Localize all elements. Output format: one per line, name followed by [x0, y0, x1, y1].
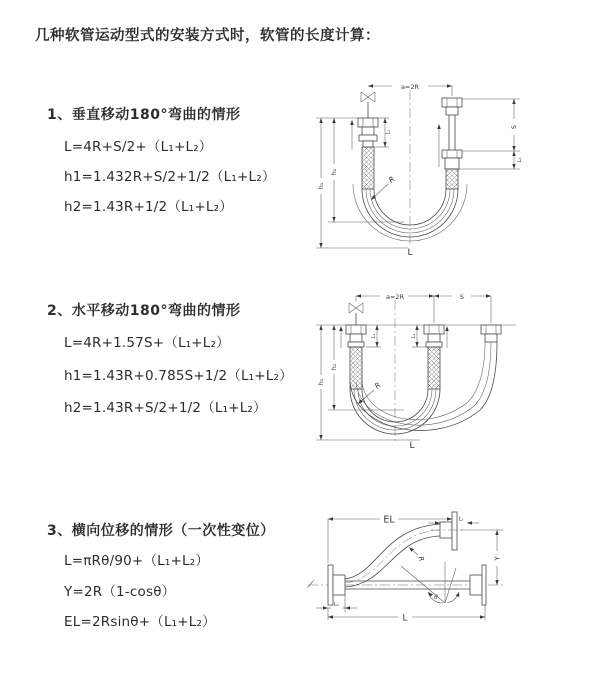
- right-fitting-lower: [442, 150, 462, 169]
- section-3-formula-L: L=πRθ/90+（L₁+L₂）: [64, 553, 210, 569]
- section-3-formula-EL: EL=2Rsinθ+（L₁+L₂）: [64, 614, 216, 630]
- section-1-heading: 1、垂直移动180°弯曲的情形: [47, 107, 241, 123]
- dim-label-s: S: [459, 292, 465, 301]
- valve-icon: [349, 303, 363, 325]
- diagram-lateral-displacement: [300, 502, 600, 634]
- left-fitting: [346, 325, 366, 347]
- dim-label-h1: h₁: [317, 378, 325, 386]
- left-flange: [328, 565, 345, 605]
- dim-label-l2: L₂: [411, 333, 417, 339]
- right-fitting-upper: [442, 98, 462, 115]
- dim-label-el: EL: [383, 514, 395, 526]
- dim-label-h2: h₂: [330, 168, 338, 176]
- dim-label-h1: h₁: [317, 182, 325, 190]
- section-1-formula-h1: h1=1.432R+S/2+1/2（L₁+L₂）: [64, 169, 276, 185]
- left-fitting: [358, 118, 378, 147]
- middle-hose-braid: [428, 347, 440, 389]
- right-flange: [470, 565, 486, 605]
- right-fitting: [481, 325, 501, 342]
- left-hose-braid: [362, 147, 374, 189]
- dim-label-r: R: [416, 555, 426, 563]
- dim-label-l1: L₁: [371, 333, 377, 339]
- middle-fitting: [424, 325, 444, 347]
- dim-label-a2r: a=2R: [385, 292, 405, 301]
- dim-label-l2: L₂: [458, 516, 464, 523]
- angle-construction: [401, 562, 459, 603]
- hose-u-bend-displaced: [350, 342, 497, 430]
- dim-label-r: R: [386, 174, 397, 185]
- section-2-formula-h1: h1=1.43R+0.785S+1/2（L₁+L₂）: [64, 368, 293, 384]
- valve-icon: [361, 92, 375, 118]
- dim-label-l1: L₁: [385, 129, 392, 135]
- section-2-formula-h2: h2=1.43R+S/2+1/2（L₁+L₂）: [64, 400, 267, 416]
- diagram-vertical-180-bend: [308, 72, 594, 264]
- dim-label-l1: L₁: [334, 602, 339, 608]
- dim-label-s: S: [510, 124, 518, 130]
- dim-label-y: Y: [493, 556, 502, 561]
- dim-label-theta: θ: [434, 594, 438, 601]
- right-hose-braid: [446, 169, 458, 189]
- break-mark: [307, 580, 314, 588]
- hose-s-curve: [345, 524, 440, 587]
- section-3-heading: 3、横向位移的情形（一次性变位）: [47, 523, 275, 539]
- dim-label-l2: L₂: [517, 157, 523, 163]
- section-1-formula-L: L=4R+S/2+（L₁+L₂）: [64, 139, 213, 155]
- section-3-formula-Y: Y=2R（1-cosθ）: [64, 584, 176, 600]
- dim-label-h2: h₂: [330, 363, 338, 371]
- dim-label-l: L: [409, 441, 415, 451]
- diagram-horizontal-180-bend: [308, 282, 594, 460]
- dim-label-r: R: [372, 380, 383, 391]
- section-2-heading: 2、水平移动180°弯曲的情形: [47, 303, 241, 319]
- dim-label-l: L: [407, 248, 413, 258]
- page-title: 几种软管运动型式的安装方式时，软管的长度计算：: [35, 28, 380, 44]
- dim-label-a2r: a=2R: [400, 82, 420, 91]
- dim-label-l: L: [402, 613, 408, 624]
- section-2-formula-L: L=4R+1.57S+（L₁+L₂）: [64, 335, 230, 351]
- section-1-formula-h2: h2=1.43R+1/2（L₁+L₂）: [64, 199, 233, 215]
